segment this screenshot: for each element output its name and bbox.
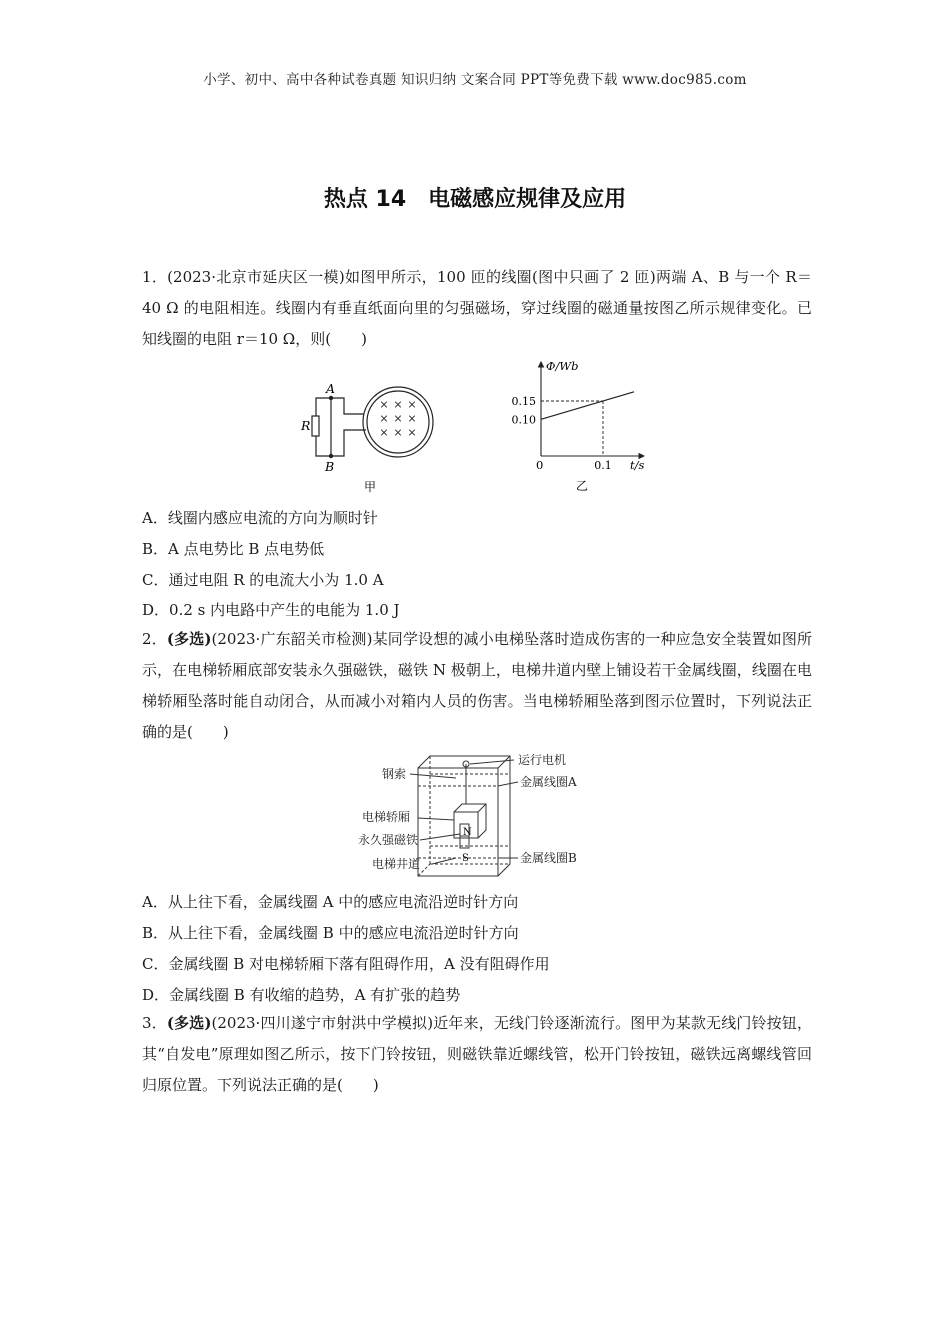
q2-option-c: C．金属线圈 B 对电梯轿厢下落有阻碍作用，A 没有阻碍作用 — [142, 955, 550, 973]
q1-option-c: C．通过电阻 R 的电流大小为 1.0 A — [142, 571, 384, 589]
terminal-A-dot — [329, 396, 333, 400]
q2-number: 2． — [142, 630, 167, 648]
label-motor: 运行电机 — [518, 753, 567, 767]
magnetic-field-crosses — [379, 398, 416, 439]
q2-option-a: A．从上往下看，金属线圈 A 中的感应电流沿逆时针方向 — [142, 893, 519, 911]
x-tick-label: 0.1 — [594, 459, 612, 472]
label-shaft: 电梯井道 — [372, 857, 421, 871]
label-magnet: 永久强磁铁 — [358, 833, 419, 847]
q3-multi-tag: (多选) — [166, 1014, 212, 1032]
q1-option-d: D．0.2 s 内电路中产生的电能为 1.0 J — [142, 601, 400, 619]
terminal-B-dot — [329, 454, 333, 458]
label-car: 电梯轿厢 — [362, 810, 411, 824]
svg-text:×: × — [407, 426, 417, 439]
question-2-text — [142, 624, 812, 748]
coil-lead-bottom — [331, 430, 366, 456]
page-title: 热点 14 电磁感应规律及应用 — [323, 187, 627, 212]
y-tick-label: 0.15 — [511, 395, 536, 408]
pole-N: N — [463, 827, 472, 838]
q2-multi-tag: (多选) — [166, 630, 212, 648]
origin-label: 0 — [536, 458, 544, 472]
q2-option-b: B．从上往下看，金属线圈 B 中的感应电流沿逆时针方向 — [142, 924, 519, 942]
label-A: A — [326, 381, 336, 396]
svg-text:×: × — [393, 426, 403, 439]
q2-body: (2023·广东韶关市检测)某同学设想的减小电梯坠落时造成伤害的一种应急安全装置如图所示，在电梯轿厢底部安装永久强磁铁，磁铁 N 极朝上，电梯井道内壁上铺设若干金属线圈，线圈在电梯轿厢坠落时能自动闭合，从而减小对箱内人员的伤害。当电梯轿厢坠落到图示位置时，下列说法正确的是( ) — [142, 630, 812, 741]
figure-elevator — [358, 748, 604, 884]
resistor-wire-bottom — [316, 436, 331, 456]
caption-yi: 乙 — [576, 479, 589, 493]
q1-option-b: B．A 点电势比 B 点电势低 — [142, 540, 325, 558]
question-1-text: 1．(2023·北京市延庆区一模)如图甲所示，100 匝的线圈(图中只画了 2 匝)两端 A、B 与一个 R＝40 Ω 的电阻相连。线圈内有垂直纸面向里的匀强磁场，穿过线圈的磁通量按图乙所示规律变化。已知线圈的电阻 r＝10 Ω，则( ) — [142, 268, 812, 348]
x-axis-label: t/s — [630, 458, 645, 472]
figure-yi-chart — [506, 356, 656, 496]
q1-option-a: A．线圈内感应电流的方向为顺时针 — [142, 509, 378, 527]
q3-number: 3． — [142, 1014, 167, 1032]
coil-lead-top — [331, 398, 364, 414]
label-coil-b: 金属线圈B — [520, 851, 577, 865]
caption-jia: 甲 — [364, 480, 377, 494]
pole-S: S — [462, 853, 469, 864]
y-axis-label: Φ/Wb — [546, 359, 579, 373]
q2-option-d: D．金属线圈 B 有收缩的趋势，A 有扩张的趋势 — [142, 986, 461, 1004]
resistor-R — [312, 416, 319, 436]
label-coil-a: 金属线圈A — [520, 775, 577, 789]
svg-text:×: × — [379, 426, 389, 439]
label-R: R — [301, 418, 311, 433]
q3-body: (2023·四川遂宁市射洪中学模拟)近年来，无线门铃逐渐流行。图甲为某款无线门铃按钮，其“自发电”原理如图乙所示，按下门铃按钮，则磁铁靠近螺线管，松开门铃按钮，磁铁远离螺线管回归原位置。下列说法正确的是( ) — [142, 1014, 812, 1094]
svg-text:×: × — [379, 412, 389, 425]
label-B: B — [325, 459, 335, 474]
svg-text:×: × — [393, 398, 403, 411]
resistor-wire-top — [316, 398, 331, 416]
figure-jia — [296, 378, 446, 496]
page-header: 小学、初中、高中各种试卷真题 知识归纳 文案合同 PPT等免费下载 www.doc985.com — [203, 72, 747, 88]
flux-series-line — [541, 392, 634, 420]
label-rope: 钢索 — [382, 767, 407, 781]
svg-text:×: × — [393, 412, 403, 425]
svg-text:×: × — [379, 398, 389, 411]
svg-text:×: × — [407, 412, 417, 425]
question-3-text — [142, 1008, 812, 1101]
svg-text:×: × — [407, 398, 417, 411]
y-tick-label: 0.10 — [511, 413, 536, 427]
